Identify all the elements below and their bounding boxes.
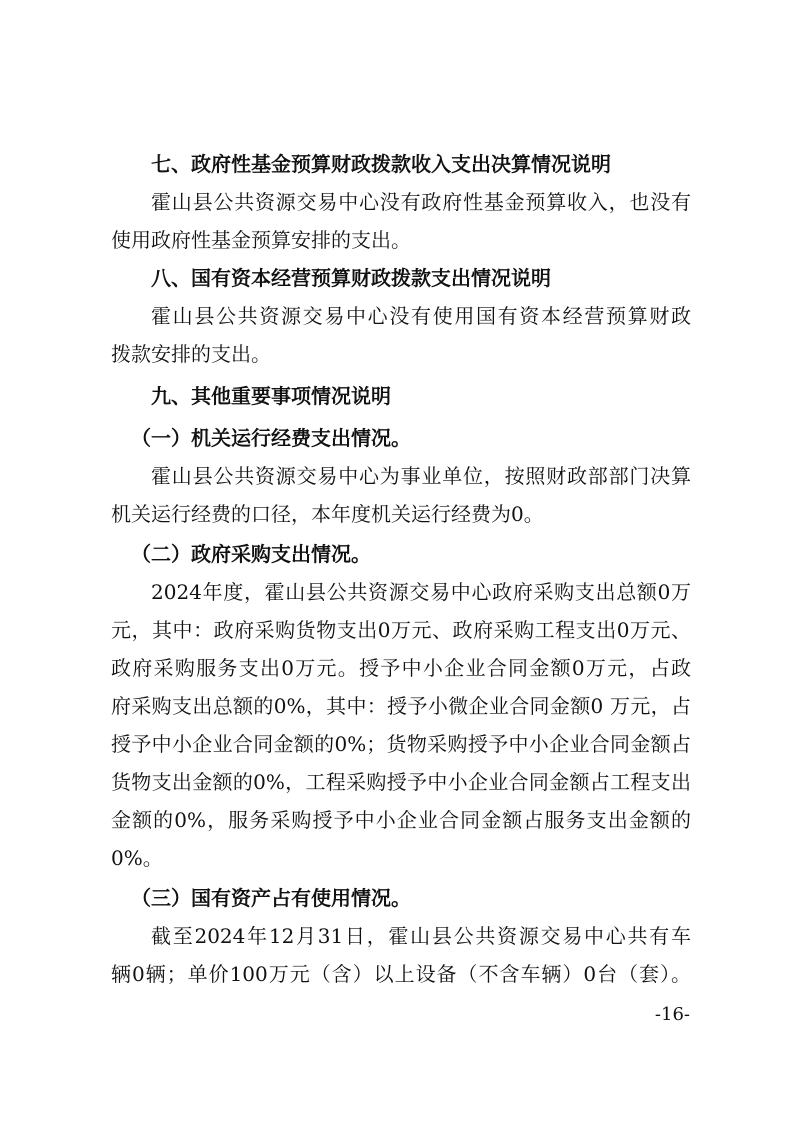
section-8-paragraph-line: 拨款安排的支出。 — [111, 342, 271, 366]
section-7-paragraph-line: 使用政府性基金预算安排的支出。 — [111, 228, 411, 252]
section-9-2-paragraph-line: 2024年度，霍山县公共资源交易中心政府采购支出总额0万 — [151, 580, 691, 604]
section-9-heading: 九、其他重要事项情况说明 — [151, 384, 391, 408]
section-9-3-paragraph-line: 截至2024年12月31日，霍山县公共资源交易中心共有车 — [151, 924, 691, 948]
section-9-2-heading: （二）政府采购支出情况。 — [131, 542, 371, 566]
section-9-2-paragraph-line: 0%。 — [111, 846, 163, 870]
section-9-2-paragraph-line: 货物支出金额的0%，工程采购授予中小企业合同金额占工程支出 — [111, 770, 691, 794]
section-9-1-paragraph-line: 霍山县公共资源交易中心为事业单位，按照财政部部门决算 — [151, 464, 691, 488]
section-8-paragraph-line: 霍山县公共资源交易中心没有使用国有资本经营预算财政 — [151, 304, 691, 328]
section-9-2-paragraph-line: 金额的0%，服务采购授予中小企业合同金额占服务支出金额的 — [111, 808, 691, 832]
section-9-1-paragraph-line: 机关运行经费的口径，本年度机关运行经费为0。 — [111, 502, 544, 526]
section-9-1-heading: （一）机关运行经费支出情况。 — [131, 426, 411, 450]
section-9-3-heading: （三）国有资产占有使用情况。 — [131, 886, 411, 910]
page-number: -16- — [654, 1004, 690, 1025]
section-7-paragraph-line: 霍山县公共资源交易中心没有政府性基金预算收入，也没有 — [151, 190, 691, 214]
section-9-3-paragraph-line: 辆0辆；单价100万元（含）以上设备（不含车辆）0台（套）。 — [111, 962, 691, 986]
section-9-2-paragraph-line: 府采购支出总额的0%，其中：授予小微企业合同金额0 万元，占 — [111, 694, 691, 718]
section-9-2-paragraph-line: 授予中小企业合同金额的0%；货物采购授予中小企业合同金额占 — [111, 732, 691, 756]
section-7-heading: 七、政府性基金预算财政拨款收入支出决算情况说明 — [151, 152, 611, 176]
section-9-2-paragraph-line: 政府采购服务支出0万元。授予中小企业合同金额0万元，占政 — [111, 656, 691, 680]
section-8-heading: 八、国有资本经营预算财政拨款支出情况说明 — [151, 266, 551, 290]
section-9-2-paragraph-line: 元，其中：政府采购货物支出0万元、政府采购工程支出0万元、 — [111, 618, 691, 642]
